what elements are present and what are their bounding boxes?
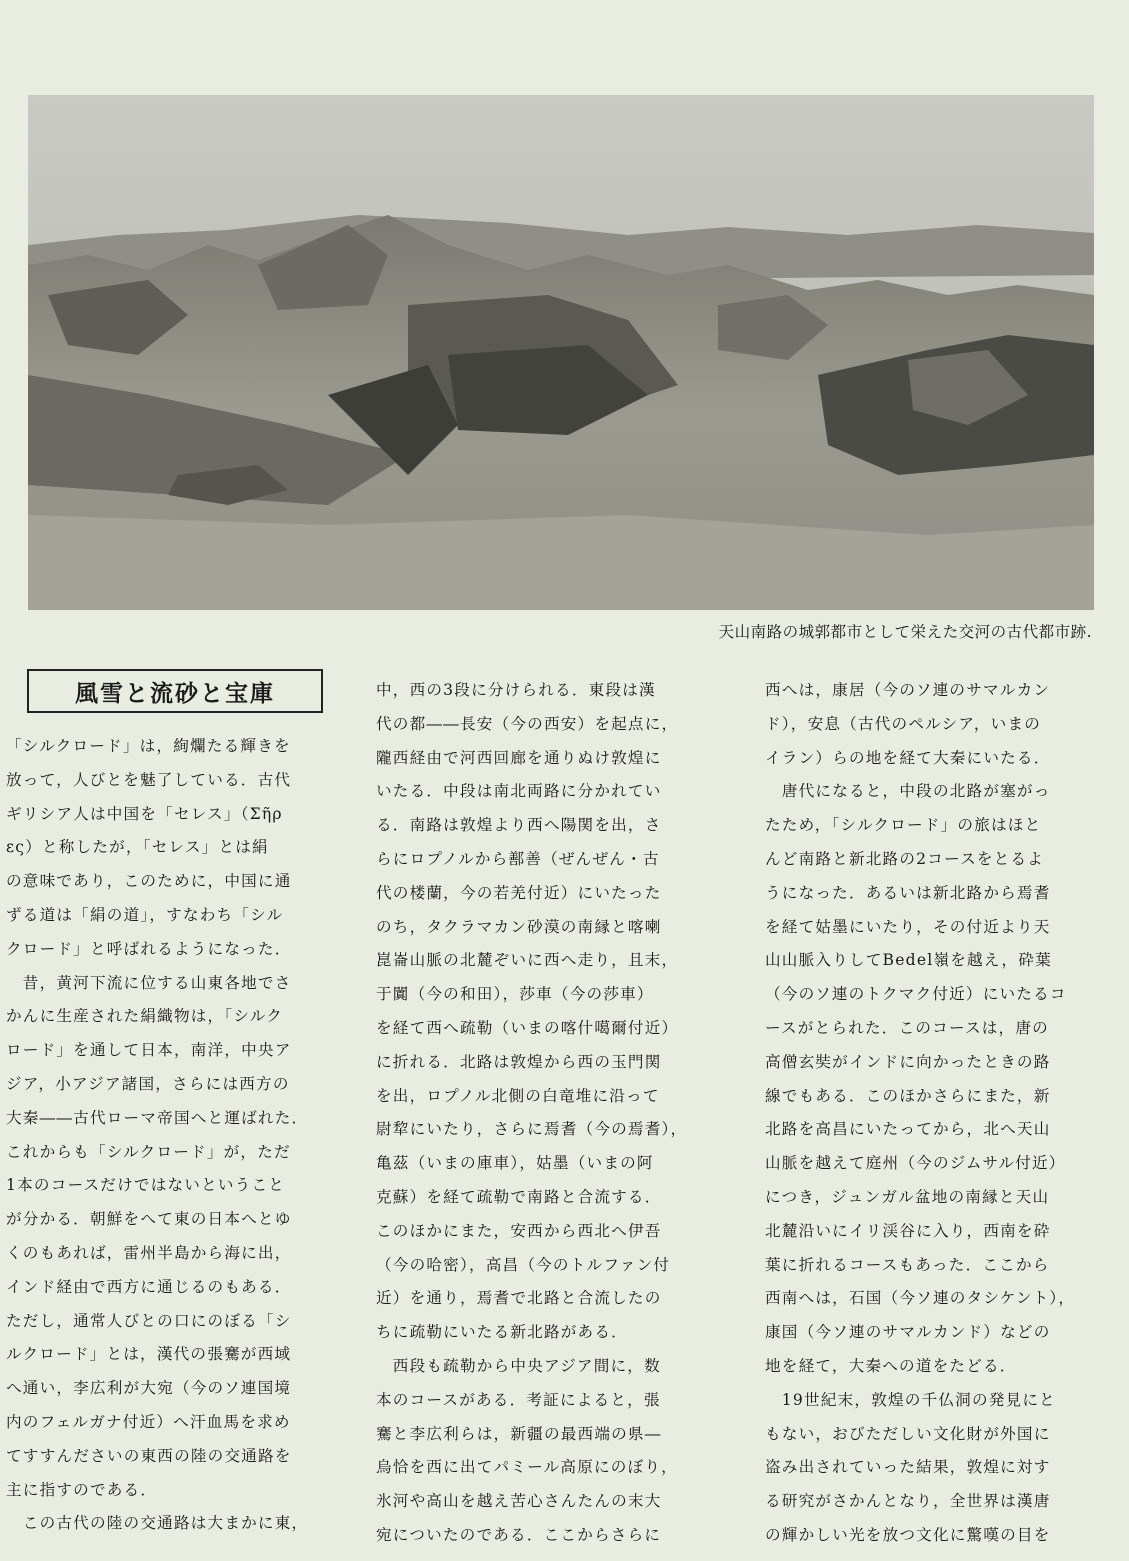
text-line: 烏恰を西に出てパミール高原にのぼり， [376, 1458, 678, 1477]
text-line: 昔，黄河下流に位する山東各地でさ [6, 973, 292, 992]
text-line: 主に指すのである． [6, 1480, 158, 1499]
text-line: クロード」と呼ばれるようになった． [6, 939, 292, 958]
text-line: 山脈を越えて庭州（今のジムサル付近） [765, 1154, 1066, 1173]
text-line: 内のフェルガナ付近）へ汗血馬を求め [6, 1412, 291, 1431]
text-line: を経て姑墨にいたり，その付近より天 [765, 917, 1051, 936]
text-line: 西南へは，石国（今ソ連のタシケント）， [765, 1289, 1076, 1308]
text-line: 唐代になると，中段の北路が塞がっ [765, 782, 1051, 801]
text-line: ちに疏勒にいたる新北路がある． [376, 1323, 628, 1342]
text-line: （今のソ連のトクマク付近）にいたるコ [765, 985, 1067, 1004]
text-column-3 [765, 674, 1100, 1553]
text-line: 西段も疏勒から中央アジア間に，数 [376, 1356, 661, 1375]
text-column-1 [6, 730, 336, 1541]
text-line: ルクロード」とは，漢代の張騫が西域 [6, 1345, 292, 1364]
text-line: 隴西経由で河西回廊を通りぬけ敦煌に [376, 748, 662, 767]
text-line: のち，タクラマカン砂漠の南縁と喀喇 [376, 917, 662, 936]
text-line: てすすんださいの東西の陸の交通路を [6, 1446, 292, 1465]
text-line: 近）を通り，焉耆で北路と合流したの [376, 1289, 662, 1308]
text-line: （今の哈密），高昌（今のトルファン付 [376, 1255, 671, 1274]
text-line: かんに生産された絹織物は，「シルク [6, 1007, 283, 1026]
text-line: 亀茲（いまの庫車），姑墨（いまの阿 [376, 1154, 654, 1173]
text-line: 1本のコースだけではないということ [6, 1176, 286, 1195]
text-line: 「シルクロード」は，絢爛たる輝きを [6, 737, 291, 755]
text-line: 尉犂にいたり，さらに焉耆（今の焉耆）， [376, 1120, 688, 1139]
text-line: ες）と称したが，「セレス」とは絹 [6, 838, 269, 857]
text-line: 大秦――古代ローマ帝国へと運ばれた． [6, 1108, 309, 1127]
text-line: イラン）らの地を経て大秦にいたる． [765, 748, 1051, 767]
text-line: インド経由で西方に通じるのもある． [6, 1277, 292, 1296]
text-line: ースがとられた．このコースは，唐の [765, 1018, 1049, 1037]
text-line: ギリシア人は中国を「セレス」（Σῆρ [6, 804, 283, 823]
text-line: この古代の陸の交通路は大まかに東， [6, 1514, 309, 1533]
text-line: を経て西へ疏勒（いまの喀什噶爾付近） [376, 1018, 679, 1037]
text-line: くのもあれば，雷州半島から海に出， [6, 1243, 292, 1262]
text-line: 放って，人びとを魅了している．古代 [6, 770, 292, 789]
text-line: 騫と李広利らは，新疆の最西端の県― [376, 1424, 662, 1443]
text-line: 西へは，康居（今のソ連のサマルカン [765, 681, 1051, 699]
text-line: いたる．中段は南北両路に分かれてい [376, 782, 662, 801]
text-line: このほかにまた，安西から西北へ伊吾 [376, 1221, 662, 1240]
text-line: ずる道は「絹の道」，すなわち「シル [6, 905, 284, 924]
text-line: 宛についたのである．ここからさらに [376, 1525, 662, 1544]
text-line: らにロプノルから鄯善（ぜんぜん・古 [376, 849, 660, 868]
text-line: る．南路は敦煌より西へ陽関を出，さ [376, 816, 662, 835]
text-line: ただし，通常人びとの口にのぼる「シ [6, 1311, 292, 1330]
text-line: んど南路と新北路の2コースをとるよ [765, 849, 1045, 868]
text-line: 山山脈入りしてBedel嶺を越え，砕葉 [765, 951, 1052, 970]
section-heading: 風雪と流砂と宝庫 [27, 669, 323, 713]
text-line: たため，「シルクロード」の旅はほと [765, 816, 1042, 835]
text-line: 盗み出されていった結果，敦煌に対す [765, 1458, 1051, 1477]
text-line: うになった．あるいは新北路から焉耆 [765, 883, 1051, 902]
ruins-landscape-image [28, 95, 1094, 610]
text-line: を出，ロプノル北側の白竜堆に沿って [376, 1086, 660, 1105]
text-line: 康国（今ソ連のサマルカンド）などの [765, 1323, 1051, 1342]
text-line: ド），安息（古代のペルシア，いまの [765, 714, 1042, 733]
text-line: これからも「シルクロード」が，ただ [6, 1142, 291, 1161]
photo-caption: 天山南路の城郭都市として栄えた交河の古代都市跡. [718, 623, 1092, 641]
text-line: 高僧玄奘がインドに向かったときの路 [765, 1052, 1051, 1071]
text-column-2 [376, 674, 718, 1553]
text-line: 氷河や高山を越え苦心さんたんの末大 [376, 1492, 662, 1511]
text-line: 北路を高昌にいたってから，北へ天山 [765, 1120, 1051, 1139]
text-line: 葉に折れるコースもあった．ここから [765, 1255, 1050, 1274]
text-line: が分かる．朝鮮をへて東の日本へとゆ [6, 1210, 292, 1229]
text-line: に折れる．北路は敦煌から西の玉門関 [376, 1052, 662, 1071]
text-line: もない，おびただしい文化財が外国に [765, 1424, 1051, 1443]
text-line: 本のコースがある．考証によると，張 [376, 1390, 661, 1409]
text-line: 北麓沿いにイリ渓谷に入り，西南を砕 [765, 1221, 1051, 1240]
text-line: 代の都――長安（今の西安）を起点に， [376, 714, 679, 733]
text-line: 代の楼蘭，今の若羌付近）にいたった [376, 883, 662, 902]
text-line: 地を経て，大秦への道をたどる． [765, 1356, 1017, 1375]
text-line: ジア，小アジア諸国，さらには西方の [6, 1074, 290, 1093]
text-line: 線でもある．このほかさらにまた，新 [765, 1086, 1051, 1105]
text-line: 克蘇）を経て疏勒で南路と合流する． [376, 1187, 662, 1206]
text-line: ロード」を通して日本，南洋，中央ア [6, 1041, 292, 1060]
text-line: 中，西の3段に分けられる．東段は漢 [376, 681, 656, 699]
text-line: の意味であり，このために，中国に通 [6, 872, 292, 891]
text-line: につき，ジュンガル盆地の南縁と天山 [765, 1187, 1050, 1206]
text-line: る研究がさかんとなり，全世界は漢唐 [765, 1492, 1051, 1511]
text-line: 于闐（今の和田），莎車（今の莎車） [376, 985, 654, 1004]
text-line: 19世紀末，敦煌の千仏洞の発見にと [765, 1390, 1056, 1409]
text-line: へ通い，李広利が大宛（今のソ連国境 [6, 1379, 292, 1398]
ruins-photo [28, 95, 1094, 610]
text-line: の輝かしい光を放つ文化に驚嘆の目を [765, 1525, 1051, 1544]
text-line: 崑崙山脈の北麓ぞいに西へ走り，且末， [376, 951, 679, 970]
